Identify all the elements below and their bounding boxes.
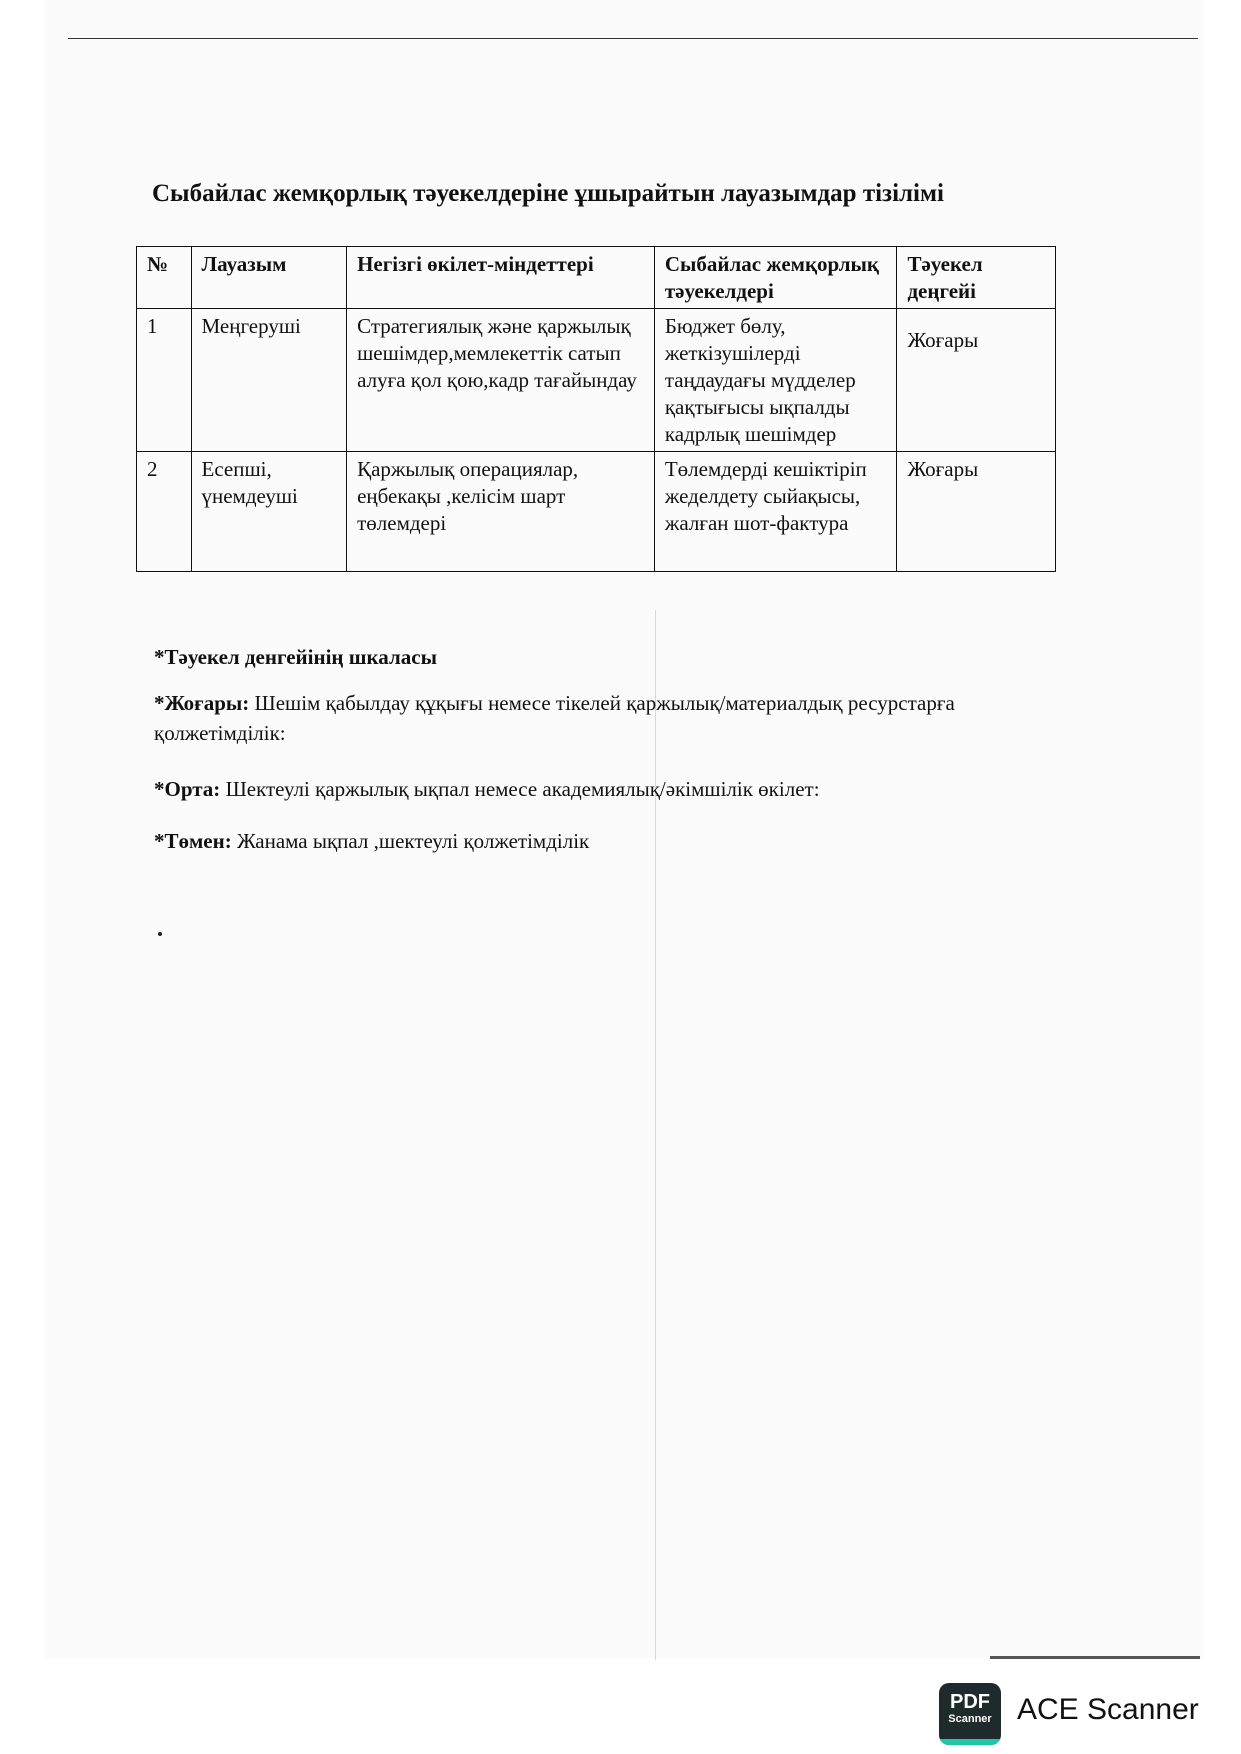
- duties-cell: Қаржылық операциялар, еңбекақы ,келісім шарт төлемдері: [347, 452, 655, 572]
- table-row: [137, 452, 1056, 572]
- column-header-risk-level: Тәуекел деңгейі: [897, 247, 1056, 309]
- low-description: Жанама ықпал ,шектеулі қолжетімділік: [236, 829, 590, 853]
- page-fold-line: [655, 610, 656, 1660]
- badge-line2: Scanner: [948, 1713, 992, 1725]
- column-header-position: Лауазым: [191, 247, 347, 309]
- medium-label: *Орта:: [154, 777, 221, 801]
- position-cell: Меңгеруші: [191, 309, 347, 452]
- risk-level-cell: Жоғары: [897, 309, 1056, 452]
- column-header-duties: Негізгі өкілет-міндеттері: [347, 247, 655, 309]
- high-description: Шешім қабылдау құқығы немесе тікелей қаржылық/материалдық ресурстарға қолжетімділік:: [154, 691, 955, 745]
- stray-mark: [158, 932, 162, 936]
- position-cell: Есепші, үнемдеуші: [191, 452, 347, 572]
- top-edge-line: [68, 38, 1198, 39]
- badge-accent-bar: [939, 1739, 1001, 1745]
- badge-line1: PDF: [950, 1691, 990, 1713]
- risk-scale-heading: [154, 642, 1054, 672]
- risk-scale-high: [154, 688, 1054, 748]
- table-row: [137, 309, 1056, 452]
- row-number-cell: 2: [137, 452, 192, 572]
- document-title: Сыбайлас жемқорлық тәуекелдеріне ұшырайтын лауазымдар тізілімі: [152, 180, 944, 207]
- medium-description: Шектеулі қаржылық ықпал немесе академиялық/әкімшілік өкілет:: [225, 777, 820, 801]
- duties-cell: Стратегиялық және қаржылық шешімдер,мемлекеттік сатып алуға қол қою,кадр тағайындау: [347, 309, 655, 452]
- risk-positions-table: [136, 246, 1056, 572]
- row-number-cell: 1: [137, 309, 192, 452]
- pdf-scanner-logo-icon: [939, 1683, 1001, 1745]
- risk-scale-low: [154, 826, 1054, 856]
- risks-cell: Төлемдерді кешіктіріп жеделдету сыйақысы, жалған шот-фактура: [654, 452, 897, 572]
- scanner-brand-name: ACE Scanner: [1017, 1693, 1199, 1726]
- risk-level-cell: Жоғары: [897, 452, 1056, 572]
- risks-cell: Бюджет бөлу, жеткізушілерді таңдаудағы мүдделер қақтығысы ықпалды кадрлық шешімдер: [654, 309, 897, 452]
- low-label: *Төмен:: [154, 829, 232, 853]
- column-header-corruption-risks: Сыбайлас жемқорлық тәуекелдері: [654, 247, 897, 309]
- column-header-number: №: [137, 247, 192, 309]
- risk-scale-heading-text: *Тәуекел денгейінің шкаласы: [154, 645, 437, 669]
- bottom-edge-line: [990, 1656, 1200, 1659]
- risk-scale-medium: [154, 774, 1054, 804]
- table-header-row: [137, 247, 1056, 309]
- high-label: *Жоғары:: [154, 691, 250, 715]
